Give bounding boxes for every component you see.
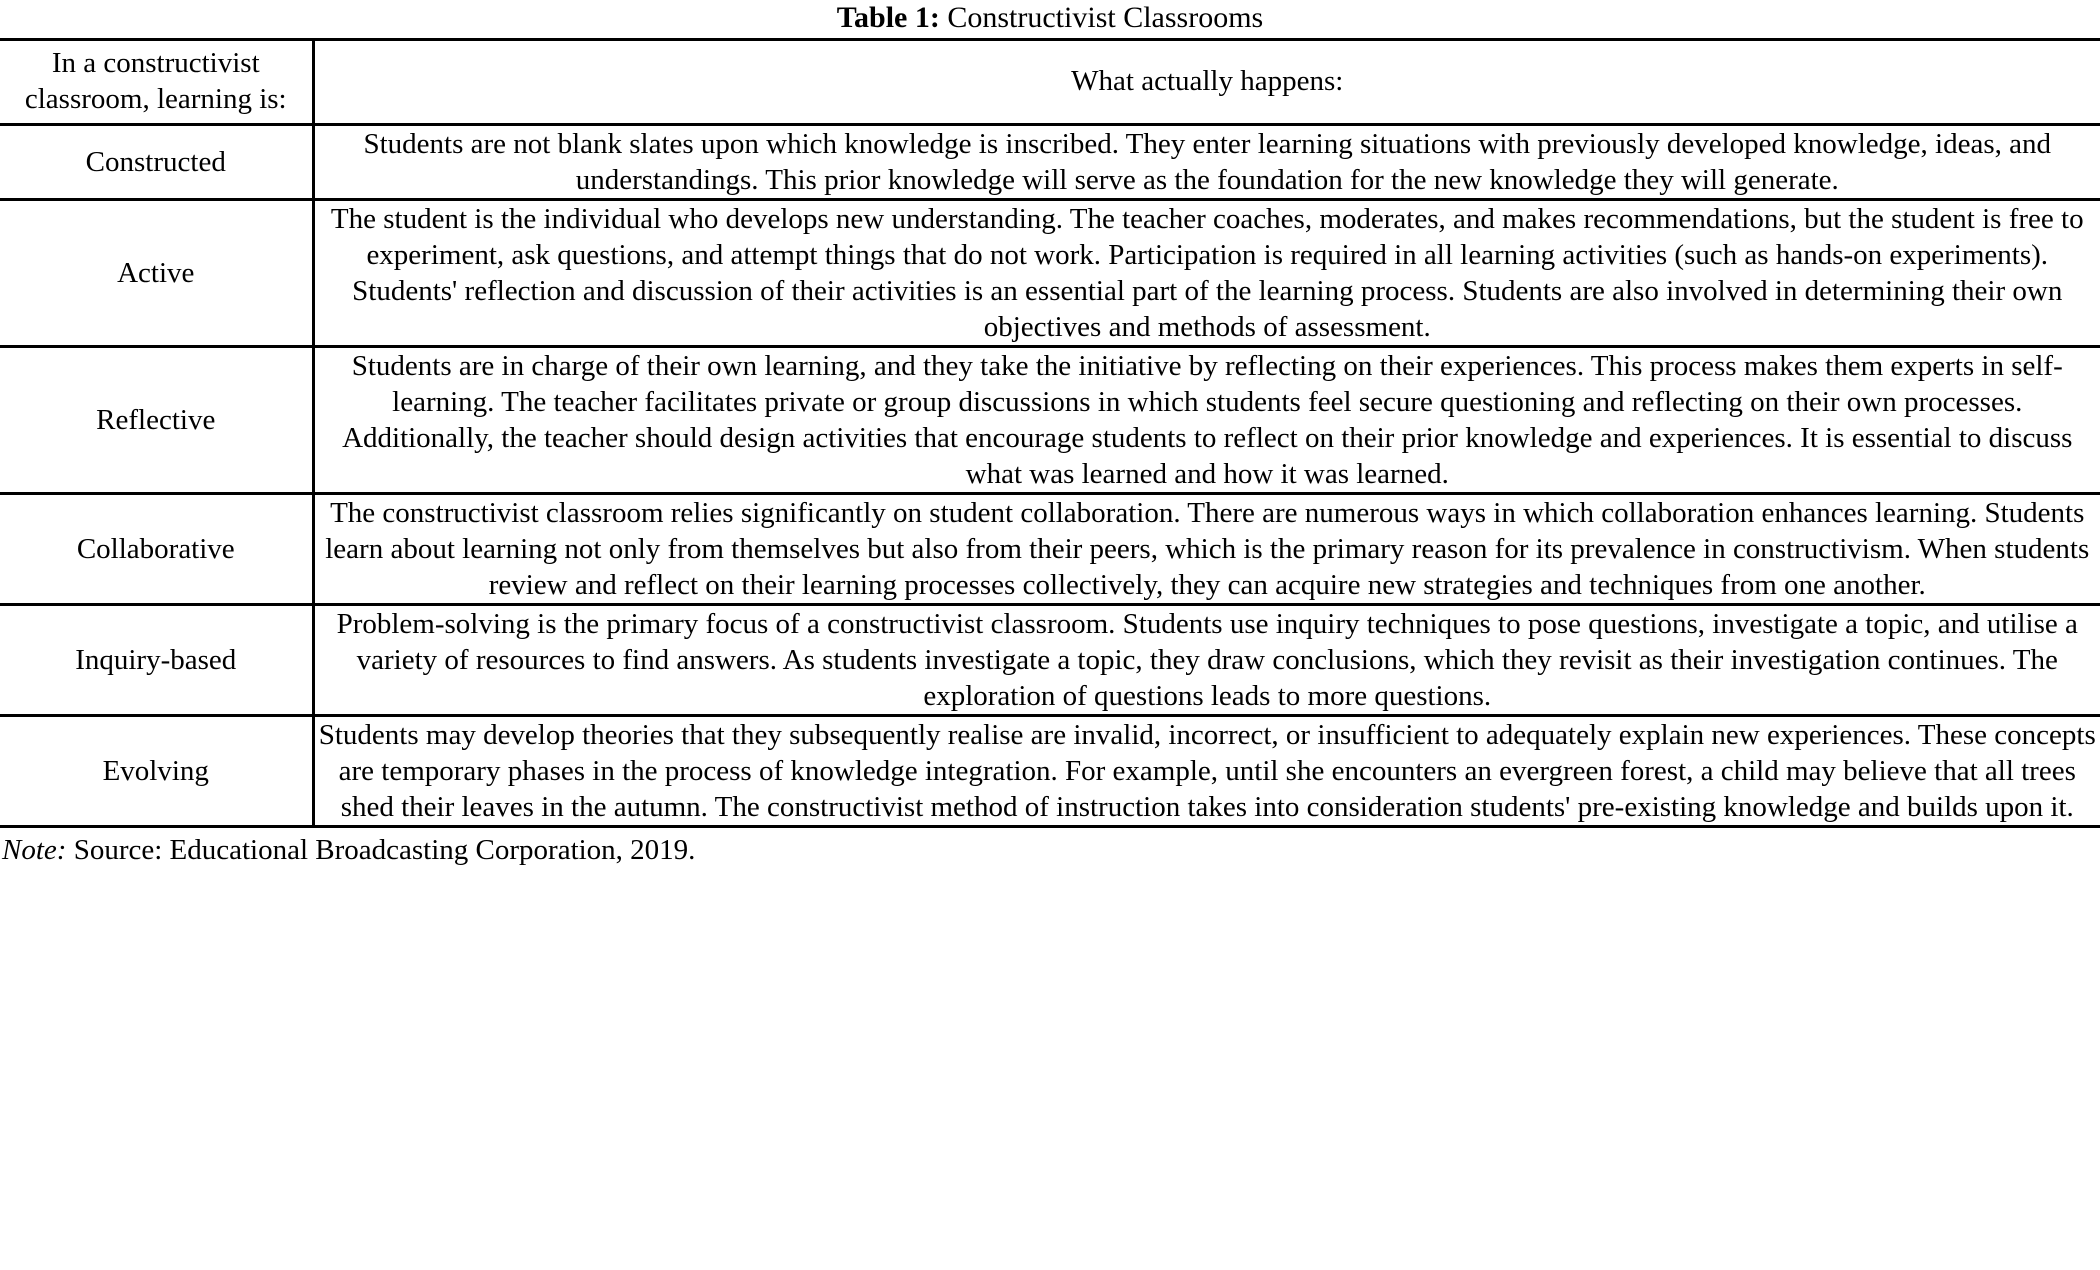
row-description-text: Problem-solving is the primary focus of a constructivist classroom. Students use inquiry techniques to pose questions, investigate a topic, and utilise a variety of resources to find answers. As students investigate a topic, they draw conclusions, which they revisit as their investigation continues. The exploration of questions leads to more questions. xyxy=(336,608,2078,712)
table-caption-text: Constructivist Classrooms xyxy=(947,1,1264,34)
row-description-text: The student is the individual who develops new understanding. The teacher coaches, moderates, and makes recommendations, but the student is free to experiment, ask questions, and attempt things that do not work. Participation is required in all learning activities (such as hands-on experiments). Students' reflection and discussion of their activities is an essential part of the learning process. Students are also involved in determining their own objectives and methods of assessment. xyxy=(330,203,2084,343)
row-description-active xyxy=(313,200,2100,347)
row-principle-active xyxy=(0,200,313,347)
row-description-text: Students may develop theories that they subsequently realise are invalid, incorrect, or insufficient to adequately explain new experiences. These concepts are temporary phases in the process of knowledge integration. For example, until she encounters an evergreen forest, a child may believe that all trees shed their leaves in the autumn. The constructivist method of instruction takes into consideration students' pre-existing knowledge and builds upon it. xyxy=(318,719,2096,823)
row-description-text: The constructivist classroom relies significantly on student collaboration. There are numerous ways in which collaboration enhances learning. Students learn about learning not only from themselves but also from their peers, which is the primary reason for its prevalence in constructivism. When students review and reflect on their learning processes collectively, they can acquire new strategies and techniques from one another. xyxy=(325,497,2090,601)
row-description-text: Students are not blank slates upon which knowledge is inscribed. They enter learning situations with previously developed knowledge, ideas, and understandings. This prior knowledge will serve as the foundation for the new knowledge they will generate. xyxy=(363,128,2052,196)
table-caption-label: Table 1: xyxy=(836,1,940,34)
row-principle-label: Inquiry-based xyxy=(75,644,237,676)
table-note-text: Source: Educational Broadcasting Corporation, 2019. xyxy=(73,834,696,866)
column-header-principle xyxy=(0,40,313,125)
row-principle-evolving xyxy=(0,716,313,827)
column-header-description-label: What actually happens: xyxy=(1071,65,1344,97)
table-row xyxy=(0,605,2100,716)
table-row xyxy=(0,347,2100,494)
row-principle-constructed xyxy=(0,125,313,200)
table-caption xyxy=(0,0,2100,38)
row-description-constructed xyxy=(313,125,2100,200)
table-note-spacer xyxy=(66,834,73,866)
row-principle-label: Collaborative xyxy=(76,533,235,565)
table-row xyxy=(0,716,2100,827)
constructivist-classrooms-table xyxy=(0,38,2100,828)
table-row xyxy=(0,125,2100,200)
row-description-evolving xyxy=(313,716,2100,827)
row-description-inquiry-based xyxy=(313,605,2100,716)
row-description-text: Students are in charge of their own learning, and they take the initiative by reflecting on their experiences. This process makes them experts in self-learning. The teacher facilitates private or group discussions in which students feel secure questioning and reflecting on their own processes. Additionally, the teacher should design activities that encourage students to reflect on their prior knowledge and experiences. It is essential to discuss what was learned and how it was learned. xyxy=(342,350,2073,490)
column-header-principle-label: In a constructivist classroom, learning is: xyxy=(24,47,287,115)
table-row xyxy=(0,200,2100,347)
table-note-label: Note: xyxy=(2,834,67,866)
row-description-reflective xyxy=(313,347,2100,494)
row-principle-label: Constructed xyxy=(85,146,226,178)
row-principle-label: Reflective xyxy=(96,404,216,436)
row-description-collaborative xyxy=(313,494,2100,605)
table-header-row xyxy=(0,40,2100,125)
column-header-description xyxy=(313,40,2100,125)
table-note xyxy=(0,828,2100,868)
table-row xyxy=(0,494,2100,605)
row-principle-reflective xyxy=(0,347,313,494)
row-principle-label: Active xyxy=(117,257,195,289)
row-principle-inquiry-based xyxy=(0,605,313,716)
row-principle-label: Evolving xyxy=(102,755,209,787)
row-principle-collaborative xyxy=(0,494,313,605)
